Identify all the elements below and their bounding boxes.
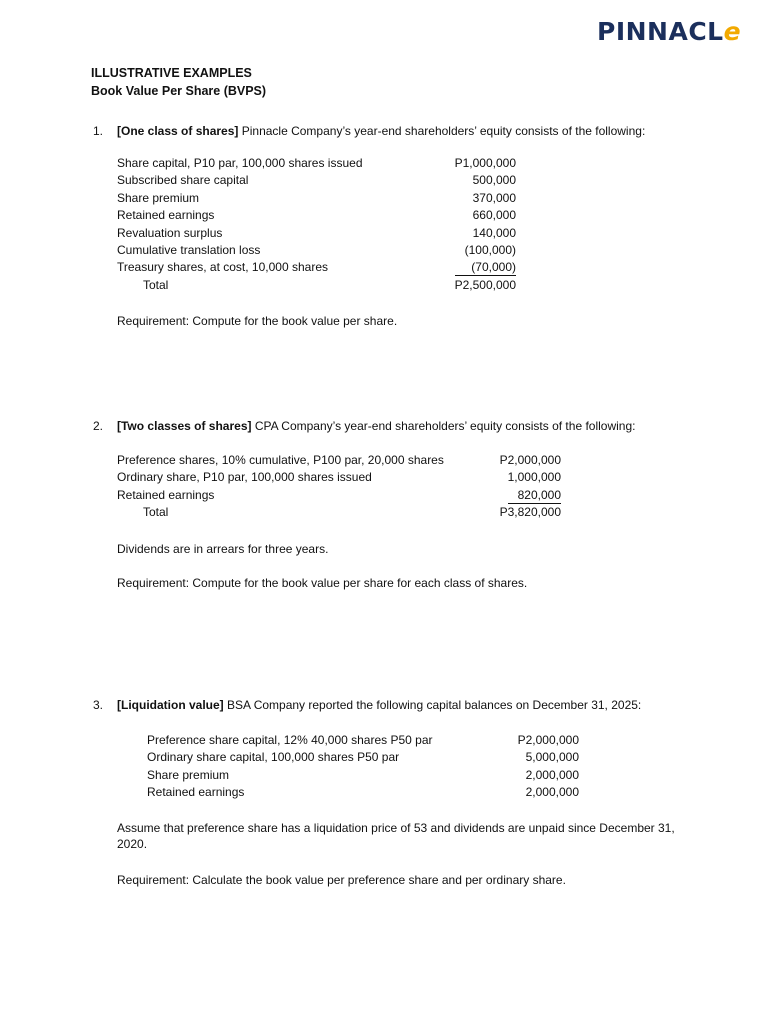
- row-amount: 2,000,000: [525, 785, 579, 800]
- table-row: [117, 172, 516, 189]
- row-amount: 370,000: [472, 190, 516, 205]
- row-label: Ordinary share, P10 par, 100,000 shares issued: [117, 470, 372, 485]
- row-amount: (70,000): [455, 260, 516, 276]
- question-2-note: Dividends are in arrears for three years.: [117, 542, 329, 556]
- row-amount: P2,000,000: [517, 733, 579, 747]
- row-label: Ordinary share capital, 100,000 shares P50 par: [147, 750, 400, 765]
- table-row-total: [117, 277, 516, 294]
- row-amount: 660,000: [472, 208, 516, 223]
- row-amount: (100,000): [464, 243, 516, 258]
- row-label: Treasury shares, at cost, 10,000 shares: [117, 260, 328, 275]
- row-amount: 500,000: [472, 173, 516, 188]
- row-amount: P3,820,000: [499, 505, 561, 520]
- row-amount: 820,000: [508, 488, 561, 504]
- row-label: Preference share capital, 12% 40,000 shares P50 par: [147, 733, 433, 747]
- question-intro-text: CPA Company’s year-end shareholders’ equity consists of the following:: [251, 419, 636, 433]
- row-amount: P2,000,000: [499, 453, 561, 467]
- table-row: [117, 469, 561, 486]
- row-label: Total: [143, 277, 169, 292]
- question-number: 3.: [93, 698, 104, 712]
- row-label: Revaluation surplus: [117, 225, 223, 240]
- row-label: Share premium: [147, 767, 230, 782]
- question-1-intro: [93, 123, 693, 139]
- equity-table-1: [117, 155, 516, 294]
- doc-heading-line1: ILLUSTRATIVE EXAMPLES: [91, 66, 252, 80]
- question-3-intro: [93, 697, 693, 713]
- table-row: [117, 225, 516, 242]
- table-row: [117, 207, 516, 224]
- row-label: Retained earnings: [147, 785, 245, 800]
- table-row: [147, 767, 579, 784]
- question-number: 2.: [93, 419, 104, 433]
- question-1-requirement: Requirement: Compute for the book value per share.: [117, 314, 398, 328]
- row-label: Retained earnings: [117, 487, 215, 502]
- question-number: 1.: [93, 124, 104, 138]
- table-row: [117, 259, 516, 276]
- table-row-total: [117, 504, 561, 521]
- row-amount: 1,000,000: [507, 470, 561, 485]
- table-row: [147, 749, 579, 766]
- table-row: [147, 784, 579, 801]
- row-label: Retained earnings: [117, 208, 215, 223]
- table-row: [117, 487, 561, 504]
- row-label: Cumulative translation loss: [117, 243, 261, 258]
- row-label: Share premium: [117, 190, 200, 205]
- table-row: [117, 190, 516, 207]
- table-row: [117, 155, 516, 172]
- pinnacle-logo: [597, 17, 741, 46]
- capital-balances-table: [147, 732, 579, 802]
- question-tag: [Two classes of shares]: [117, 419, 252, 433]
- doc-heading-line2: Book Value Per Share (BVPS): [91, 84, 267, 98]
- table-row: [147, 732, 579, 749]
- question-tag: [Liquidation value]: [117, 698, 224, 712]
- question-tag: [One class of shares]: [117, 124, 239, 138]
- row-amount: P1,000,000: [454, 156, 516, 170]
- table-row: [117, 242, 516, 259]
- question-3-requirement: Requirement: Calculate the book value per preference share and per ordinary share.: [117, 873, 566, 887]
- question-intro-text: Pinnacle Company’s year-end shareholders’ equity consists of the following:: [238, 124, 646, 138]
- row-label: Share capital, P10 par, 100,000 shares issued: [117, 156, 363, 170]
- question-3-note: Assume that preference share has a liquidation price of 53 and dividends are unpaid since December 31, 2020.: [117, 821, 675, 851]
- logo-text: PINNACL: [597, 17, 724, 46]
- row-label: Preference shares, 10% cumulative, P100 par, 20,000 shares: [117, 453, 444, 467]
- table-row: [117, 452, 561, 469]
- row-amount: 5,000,000: [525, 750, 579, 765]
- row-label: Total: [143, 505, 169, 520]
- question-intro-text: BSA Company reported the following capital balances on December 31, 2025:: [223, 698, 642, 712]
- row-label: Subscribed share capital: [117, 173, 249, 188]
- question-2-intro: [93, 418, 693, 434]
- question-2-requirement: Requirement: Compute for the book value per share for each class of shares.: [117, 576, 528, 590]
- row-amount: P2,500,000: [454, 277, 516, 292]
- logo-accent-letter: e: [723, 17, 742, 46]
- equity-table-2: [117, 452, 561, 522]
- row-amount: 2,000,000: [525, 767, 579, 782]
- row-amount: 140,000: [472, 225, 516, 240]
